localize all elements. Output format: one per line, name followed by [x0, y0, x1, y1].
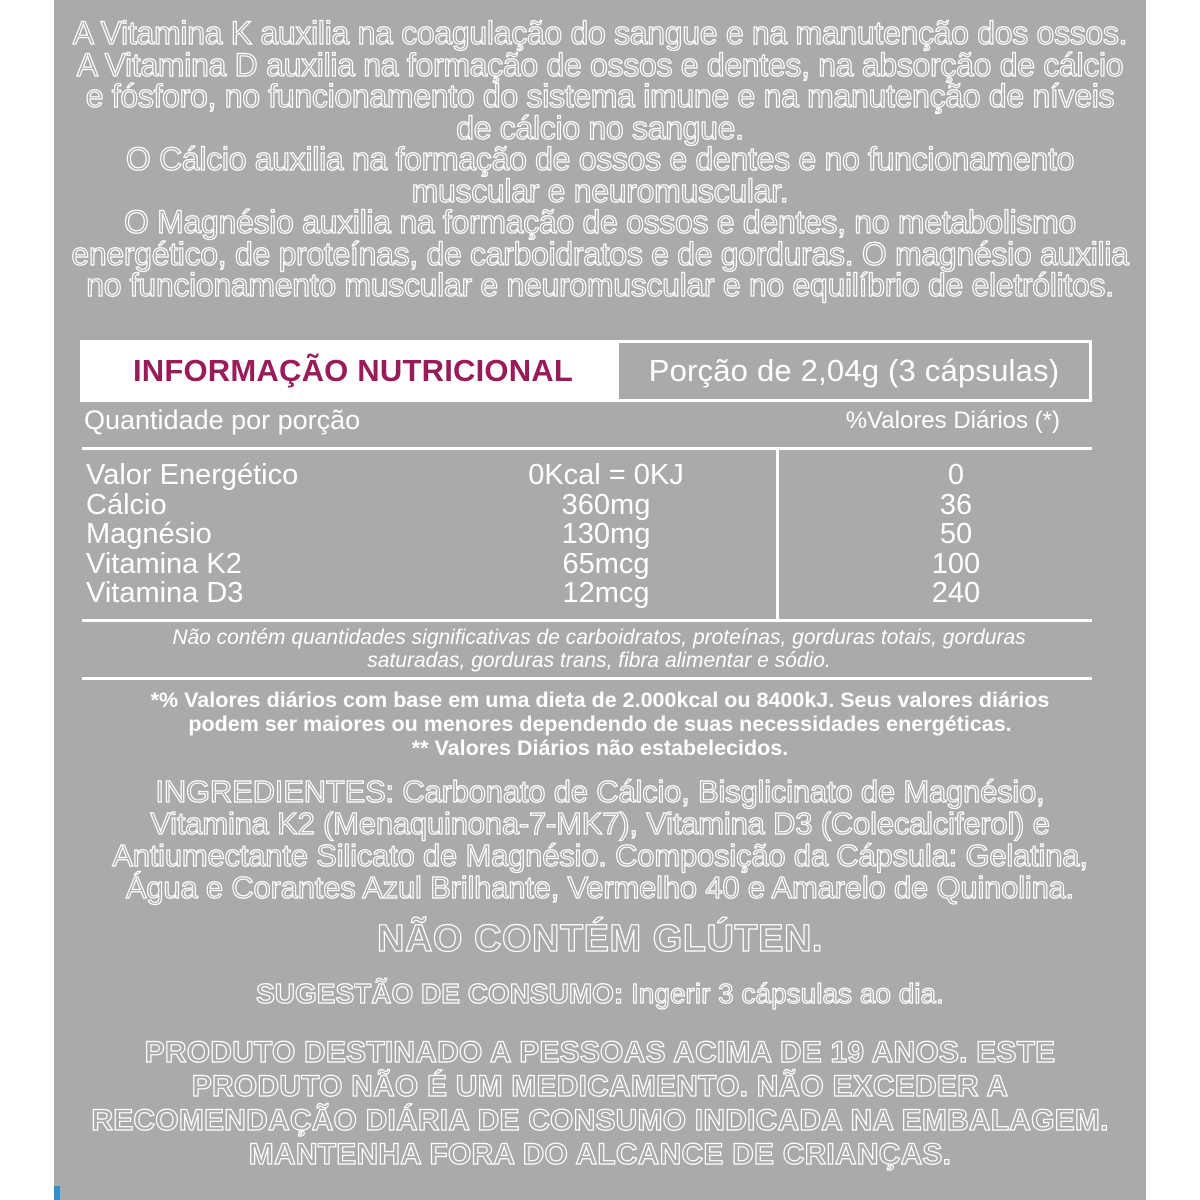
claim-line: A Vitamina K auxilia na coagulação do sangue e na manutenção dos ossos.: [72, 15, 1128, 51]
nutrient-name: Vitamina K2: [86, 547, 242, 580]
warning-statement: [54, 1036, 1146, 1172]
claim-line: A Vitamina D auxilia na formação de ossos e dentes, na absorção de cálcio: [76, 46, 1124, 83]
gluten-statement: NÃO CONTÉM GLÚTEN.: [377, 918, 823, 960]
claim-line: muscular e neuromuscular.: [411, 172, 789, 209]
nutrient-amount: 65mcg: [562, 547, 650, 580]
ingredients-line: Vitamina K2 (Menaquinona-7-MK7), Vitamina D3 (Colecalciferol) e: [150, 806, 1050, 841]
table-top-divider: [82, 447, 1092, 450]
nutrient-amount: 12mcg: [562, 577, 650, 609]
warning-line: PRODUTO DESTINADO A PESSOAS ACIMA DE 19 ANOS. ESTE: [144, 1036, 1056, 1069]
warning-line: MANTENHA FORA DO ALCANCE DE CRIANÇAS.: [248, 1138, 952, 1171]
nutrient-daily-value: 240: [931, 577, 981, 609]
nutrient-name: Vitamina D3: [86, 577, 244, 609]
note-line: podem ser maiores ou menores dependendo de suas necessidades energéticas.: [188, 712, 1012, 736]
health-claims: [54, 15, 1146, 303]
claim-line: O Magnésio auxilia na formação de ossos e dentes, no metabolismo: [123, 204, 1076, 240]
footnote-line: saturadas, gorduras trans, fibra alimentar e sódio.: [367, 649, 831, 672]
ingredients-line: Antiumectante Silicato de Magnésio. Composição da Cápsula: Gelatina,: [112, 838, 1088, 873]
nutrition-footnote: [94, 626, 1104, 672]
nutrient-amount: 130mg: [561, 518, 651, 550]
nutrition-header: [80, 340, 1092, 402]
usage-text: Ingerir 3 cápsulas ao dia.: [623, 978, 944, 1009]
corner-accent: [54, 1186, 60, 1200]
nutrient-amount: 0Kcal = 0KJ: [528, 459, 684, 491]
ingredients-line: Água e Corantes Azul Brilhante, Vermelho 40 e Amarelo de Quinolina.: [125, 870, 1075, 905]
warning-line: PRODUTO NÃO É UM MEDICAMENTO. NÃO EXCEDER A: [191, 1070, 1009, 1103]
footnote-line: Não contém quantidades significativas de carboidratos, proteínas, gorduras totais, gorduras: [172, 626, 1026, 649]
nutrient-amount: 360mg: [561, 488, 651, 521]
nutrient-daily-value: 100: [931, 547, 981, 580]
claim-line: O Cálcio auxilia na formação de ossos e dentes e no funcionamento: [125, 141, 1075, 177]
label-panel: [54, 0, 1146, 1200]
usage-label: SUGESTÃO DE CONSUMO:: [256, 978, 624, 1009]
table-row: [86, 461, 1086, 491]
daily-values-note: [64, 688, 1136, 760]
ingredients-list: [54, 776, 1146, 904]
table-row: [86, 488, 1086, 521]
table-row: [86, 579, 1086, 609]
warning-line: RECOMENDAÇÃO DIÁRIA DE CONSUMO INDICADA NA EMBALAGEM.: [91, 1104, 1109, 1137]
nutrition-column-headers: [84, 405, 1094, 441]
nutrient-name: Cálcio: [86, 488, 167, 521]
nutrition-title: INFORMAÇÃO NUTRICIONAL: [83, 343, 619, 399]
ingredients-line: INGREDIENTES: Carbonato de Cálcio, Bisglicinato de Magnésio,: [155, 774, 1045, 809]
table-row: [86, 520, 1086, 550]
nutrient-daily-value: 36: [939, 488, 973, 521]
table-row: [86, 547, 1086, 580]
quantity-label: Quantidade por porção: [84, 405, 361, 435]
nutrient-daily-value: 50: [939, 518, 973, 550]
claim-line: energético, de proteínas, de carboidratos e de gorduras. O magnésio auxilia: [71, 235, 1129, 272]
nutrition-table: [86, 461, 1086, 609]
nutrient-name: Valor Energético: [86, 459, 299, 491]
usage-suggestion: [54, 978, 1146, 1010]
claim-line: no funcionamento muscular e neuromuscular e no equilíbrio de eletrólitos.: [86, 267, 1114, 303]
portion-size: Porção de 2,04g (3 cápsulas): [648, 353, 1060, 388]
nutrient-daily-value: 0: [947, 459, 965, 491]
claim-line: de cálcio no sangue.: [456, 109, 744, 146]
note-line: *% Valores diários com base em uma dieta de 2.000kcal ou 8400kJ. Seus valores diários: [150, 688, 1050, 712]
note-line: ** Valores Diários não estabelecidos.: [411, 736, 789, 760]
claim-line: e fósforo, no funcionamento do sistema imune e na manutenção de níveis: [85, 78, 1115, 114]
footnote-divider: [82, 677, 1092, 680]
table-bottom-divider: [82, 619, 1092, 622]
nutrient-name: Magnésio: [86, 518, 212, 550]
daily-value-label: %Valores Diários (*): [845, 407, 1060, 434]
